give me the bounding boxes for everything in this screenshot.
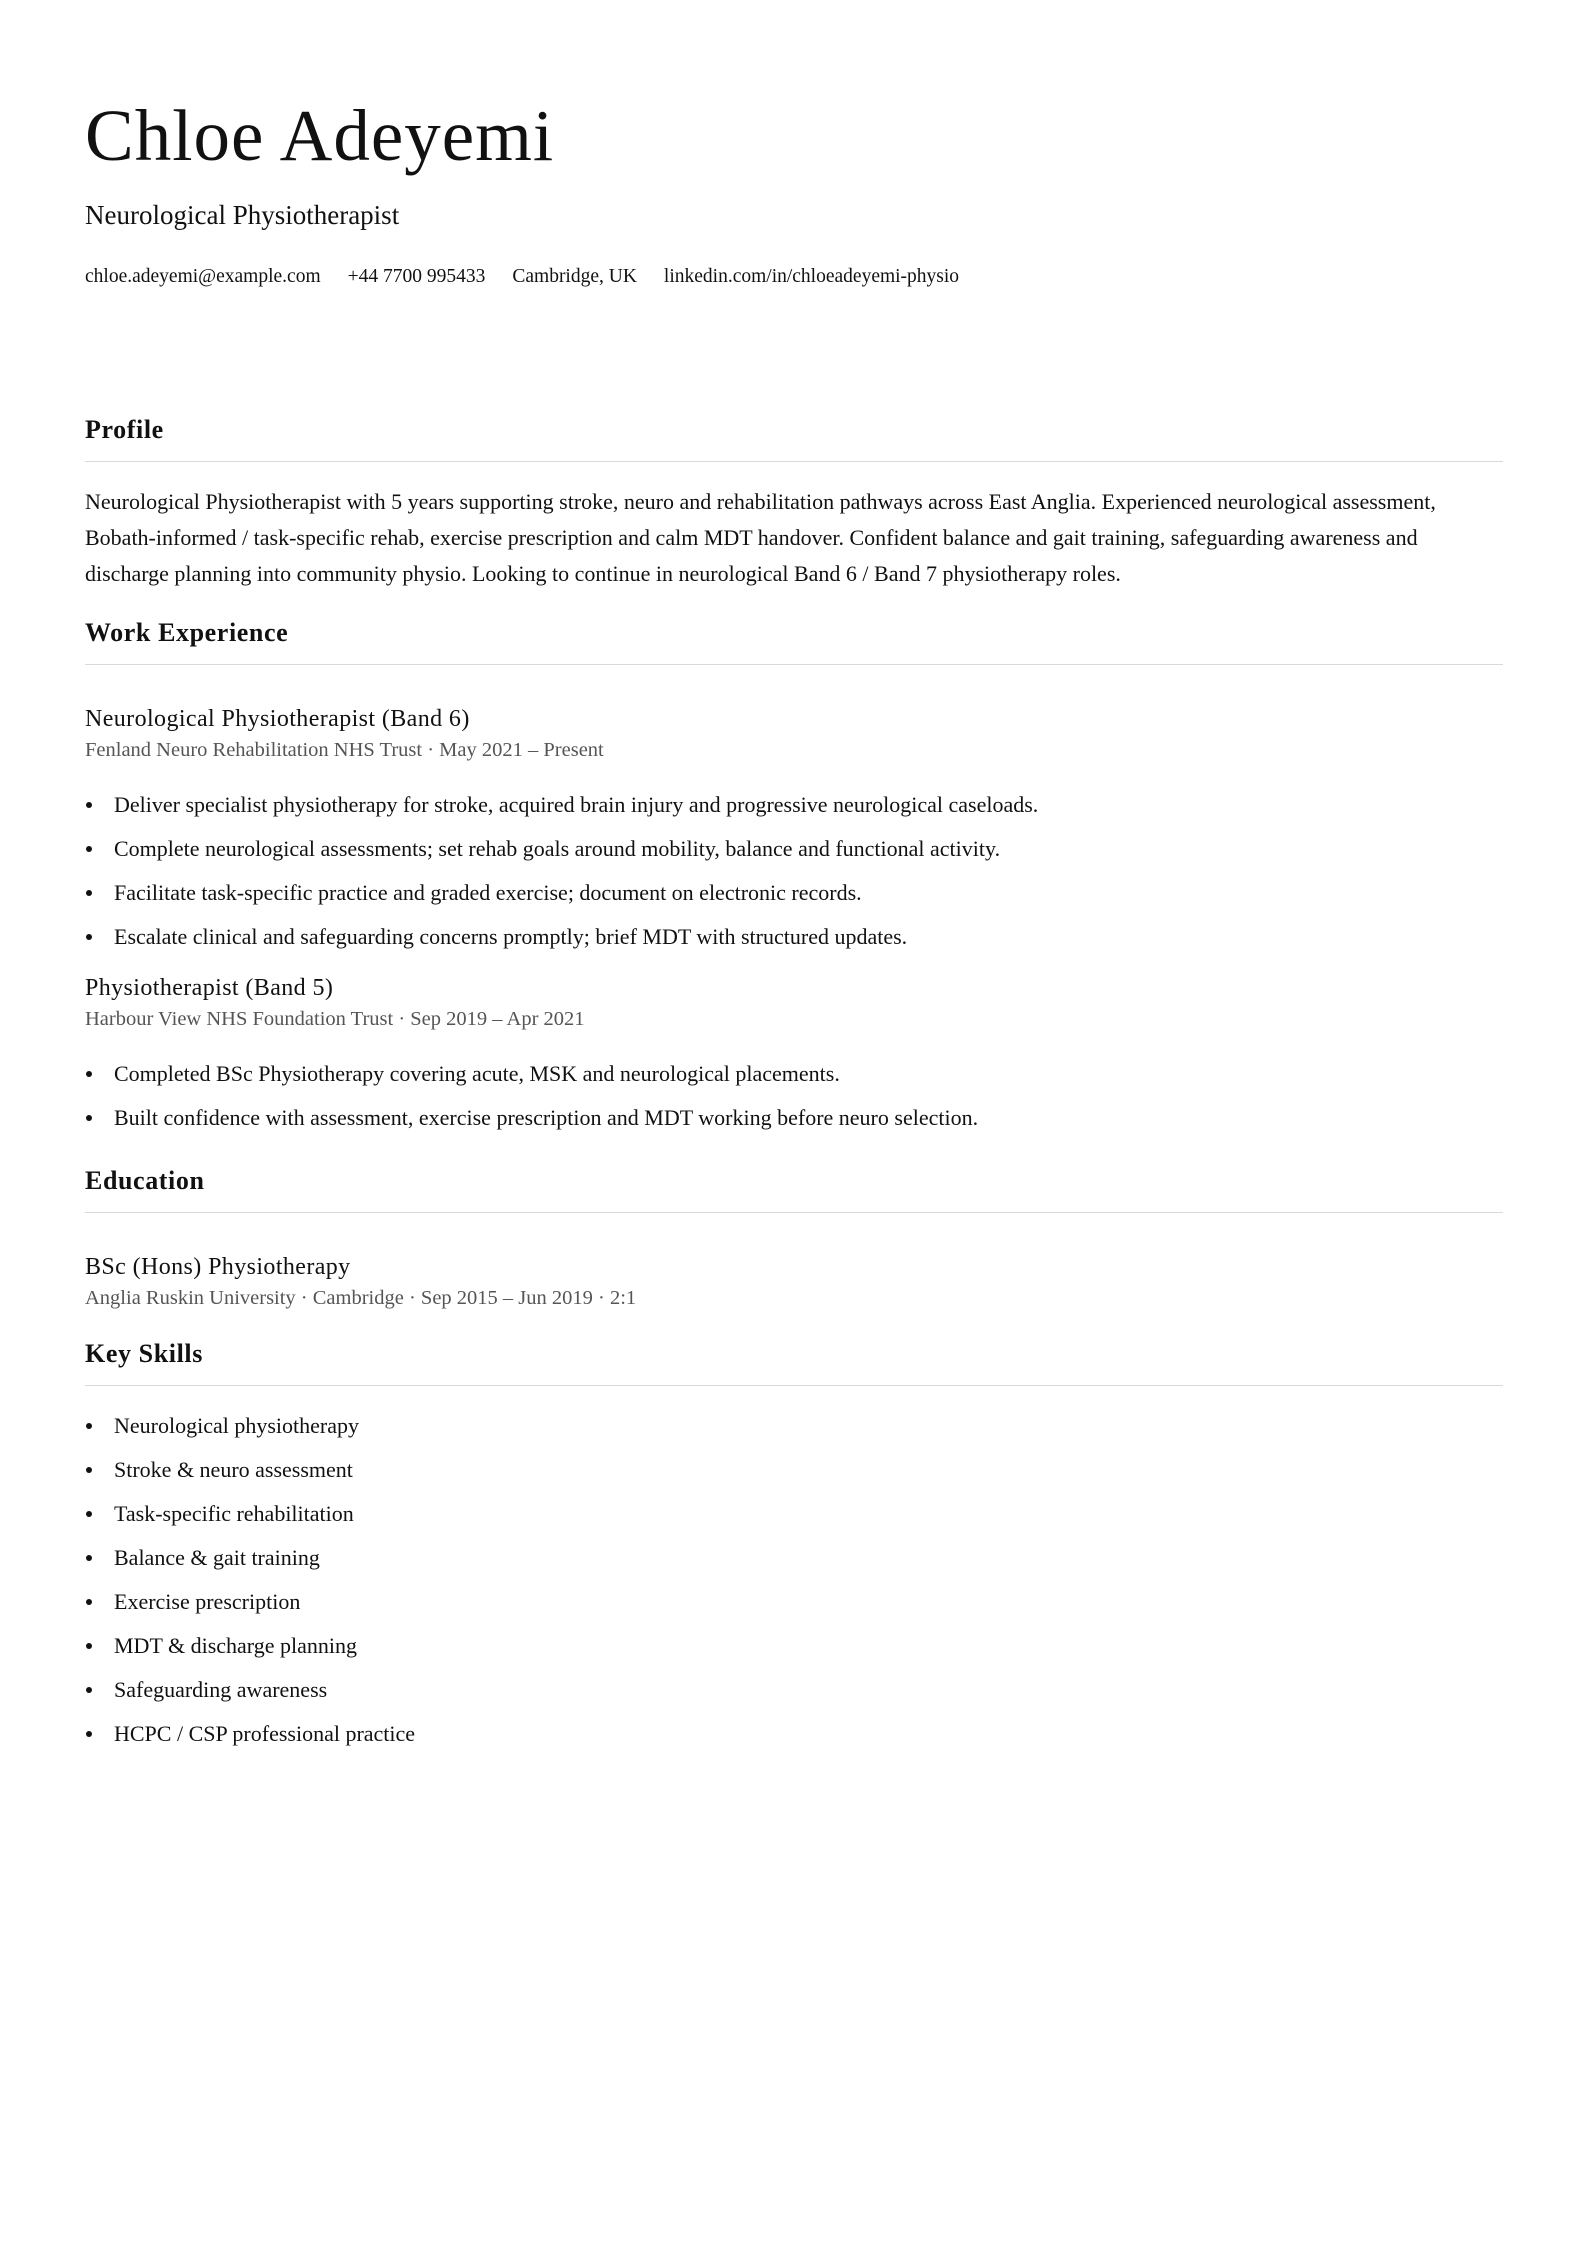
job-meta: Fenland Neuro Rehabilitation NHS Trust · May 2021 – Present <box>85 739 604 761</box>
profile-summary: Neurological Physiotherapist with 5 years supporting stroke, neuro and rehabilitation pathways across East Anglia. Experienced neurological assessment, Bobath-informed / task-specific rehab, exercise prescription and calm MDT handover. Confident balance and gait training, safeguarding awareness and discharge planning into community physio. Looking to continue in neurological Band 6 / Band 7 physiotherapy roles. <box>85 489 1436 586</box>
candidate-name: Chloe Adeyemi <box>85 95 555 176</box>
contact-email: chloe.adeyemi@example.com <box>85 266 321 287</box>
job-bullet: Facilitate task-specific practice and graded exercise; document on electronic records. <box>85 871 1503 915</box>
skill-item: Exercise prescription <box>85 1580 1503 1624</box>
work-experience-section <box>85 616 1503 1140</box>
skills-list <box>85 1404 1503 1756</box>
candidate-headline: Neurological Physiotherapist <box>85 200 400 230</box>
skill-item: MDT & discharge planning <box>85 1624 1503 1668</box>
job-entry <box>85 972 1503 1140</box>
education-entry <box>85 1251 1503 1313</box>
degree-title: BSc (Hons) Physiotherapy <box>85 1254 351 1280</box>
contact-line <box>85 264 1503 290</box>
skill-item: Task-specific rehabilitation <box>85 1492 1503 1536</box>
job-bullet: Complete neurological assessments; set rehab goals around mobility, balance and functional activity. <box>85 827 1503 871</box>
section-title-work-experience: Work Experience <box>85 616 1503 665</box>
job-bullet: Escalate clinical and safeguarding concerns promptly; brief MDT with structured updates. <box>85 915 1503 959</box>
key-skills-section <box>85 1337 1503 1756</box>
degree-meta: Anglia Ruskin University · Cambridge · Sep 2015 – Jun 2019 · 2:1 <box>85 1287 637 1309</box>
job-bullet: Built confidence with assessment, exercise prescription and MDT working before neuro selection. <box>85 1096 1503 1140</box>
profile-section <box>85 413 1503 592</box>
job-title: Physiotherapist (Band 5) <box>85 975 334 1001</box>
job-bullets <box>85 783 1503 959</box>
skill-item: Stroke & neuro assessment <box>85 1448 1503 1492</box>
skill-item: Neurological physiotherapy <box>85 1404 1503 1448</box>
contact-location: Cambridge, UK <box>512 266 637 287</box>
section-title-education: Education <box>85 1164 1503 1213</box>
section-title-profile: Profile <box>85 413 1503 462</box>
job-entry <box>85 703 1503 959</box>
job-bullet: Completed BSc Physiotherapy covering acute, MSK and neurological placements. <box>85 1052 1503 1096</box>
section-title-key-skills: Key Skills <box>85 1337 1503 1386</box>
job-meta: Harbour View NHS Foundation Trust · Sep 2019 – Apr 2021 <box>85 1008 585 1030</box>
skill-item: HCPC / CSP professional practice <box>85 1712 1503 1756</box>
skill-item: Safeguarding awareness <box>85 1668 1503 1712</box>
contact-linkedin: linkedin.com/in/chloeadeyemi-physio <box>663 266 960 287</box>
skill-item: Balance & gait training <box>85 1536 1503 1580</box>
education-section <box>85 1164 1503 1313</box>
resume-header <box>85 88 1503 290</box>
contact-phone: +44 7700 995433 <box>347 266 486 287</box>
job-bullets <box>85 1052 1503 1140</box>
job-bullet: Deliver specialist physiotherapy for stroke, acquired brain injury and progressive neurological caseloads. <box>85 783 1503 827</box>
job-title: Neurological Physiotherapist (Band 6) <box>85 706 470 732</box>
